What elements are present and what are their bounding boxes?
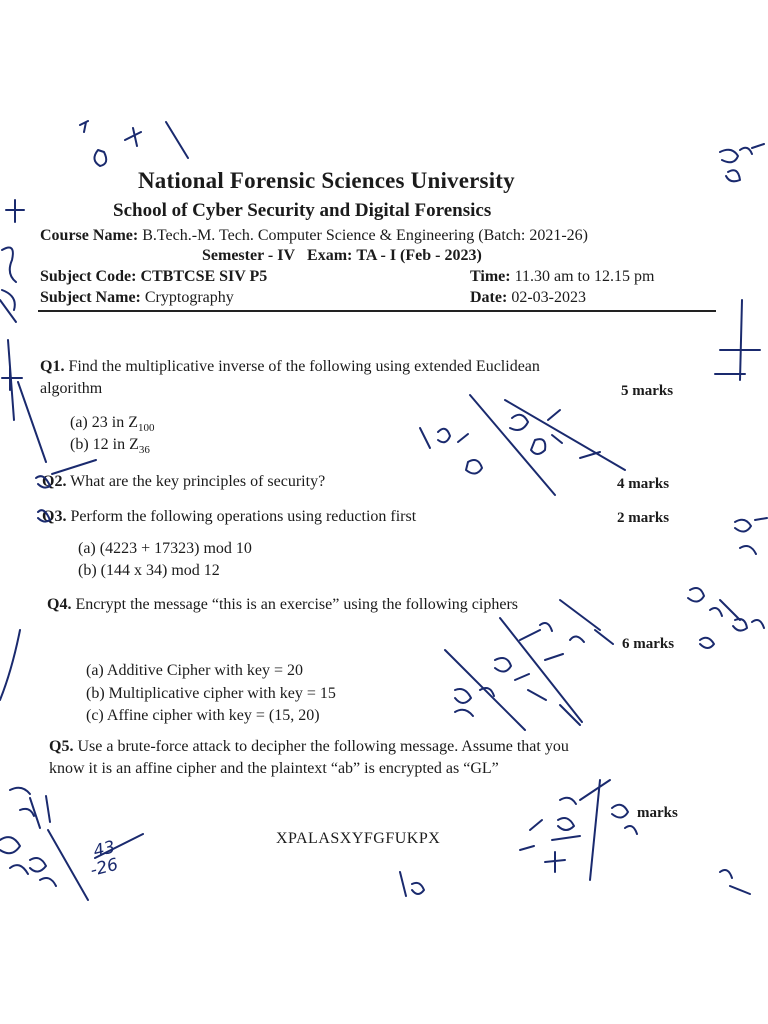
subject-name-label: Subject Name: <box>40 289 141 306</box>
q2-marks: 4 marks <box>617 476 670 492</box>
q5-text: Use a brute-force attack to decipher the following message. Assume that you <box>77 738 569 755</box>
subject-code-value: CTBTCSE SIV P5 <box>140 268 268 285</box>
q5-line1 <box>49 738 569 756</box>
q5-number: Q5. <box>49 738 74 755</box>
course-line <box>40 227 588 245</box>
q4-part-b: (b) Multiplicative cipher with key = 15 <box>86 685 336 702</box>
handwriting-26: -26 <box>88 854 121 881</box>
q5-marks: marks <box>637 805 678 821</box>
q3-part-a: (a) (4223 + 17323) mod 10 <box>78 540 252 557</box>
q5-line2: know it is an affine cipher and the plaintext “ab” is encrypted as “GL” <box>49 760 499 777</box>
subject-code-line <box>40 268 267 286</box>
q4-part-c: (c) Affine cipher with key = (15, 20) <box>86 707 320 724</box>
q2-text: What are the key principles of security? <box>70 473 326 490</box>
time-value: 11.30 am to 12.15 pm <box>514 268 655 285</box>
time-label: Time: <box>470 268 511 285</box>
q1-part-b: (b) 12 in $Z_{36}$ <box>70 436 150 457</box>
q4-text: Encrypt the message “this is an exercise” using the following ciphers <box>75 596 518 613</box>
q1-part-a: (a) 23 in $Z_{100}$ <box>70 414 155 435</box>
q1-line1 <box>40 358 540 376</box>
date-line <box>470 289 586 307</box>
semester-label: Semester - IV <box>202 247 296 264</box>
time-line <box>470 268 654 286</box>
subject-code-label: Subject Code: <box>40 268 137 285</box>
q1-number: Q1. <box>40 358 65 375</box>
date-value: 02-03-2023 <box>511 289 586 306</box>
subject-name-line <box>40 289 234 307</box>
university-title: National Forensic Sciences University <box>138 168 515 193</box>
q3-text: Perform the following operations using reduction first <box>70 508 417 525</box>
q4-number: Q4. <box>47 596 72 613</box>
q3-line1 <box>42 508 416 526</box>
q1-line2: algorithm <box>40 380 103 397</box>
q5-ciphertext: XPALASXYFGFUKPX <box>276 830 441 847</box>
q2-number: Q2. <box>42 473 67 490</box>
course-label: Course Name: <box>40 227 139 244</box>
date-label: Date: <box>470 289 508 306</box>
q3-marks: 2 marks <box>617 510 670 526</box>
q4-line1 <box>47 596 518 614</box>
q1-marks: 5 marks <box>621 383 674 399</box>
exam-value: TA - I (Feb - 2023) <box>356 247 482 264</box>
semester-exam-line <box>202 247 482 265</box>
q4-marks: 6 marks <box>622 636 675 652</box>
header-divider <box>38 310 716 312</box>
subject-name-value: Cryptography <box>144 289 234 306</box>
course-value: B.Tech.-M. Tech. Computer Science & Engineering (Batch: 2021-26) <box>142 227 588 244</box>
school-title: School of Cyber Security and Digital Forensics <box>113 200 492 221</box>
q1-text: Find the multiplicative inverse of the following using extended Euclidean <box>68 358 540 375</box>
q3-number: Q3. <box>42 508 67 525</box>
q2-line1 <box>42 473 325 491</box>
exam-label: Exam: <box>307 247 353 264</box>
q4-part-a: (a) Additive Cipher with key = 20 <box>86 662 303 679</box>
q3-part-b: (b) (144 x 34) mod 12 <box>78 562 220 579</box>
handwriting-43: 43 <box>91 837 118 862</box>
